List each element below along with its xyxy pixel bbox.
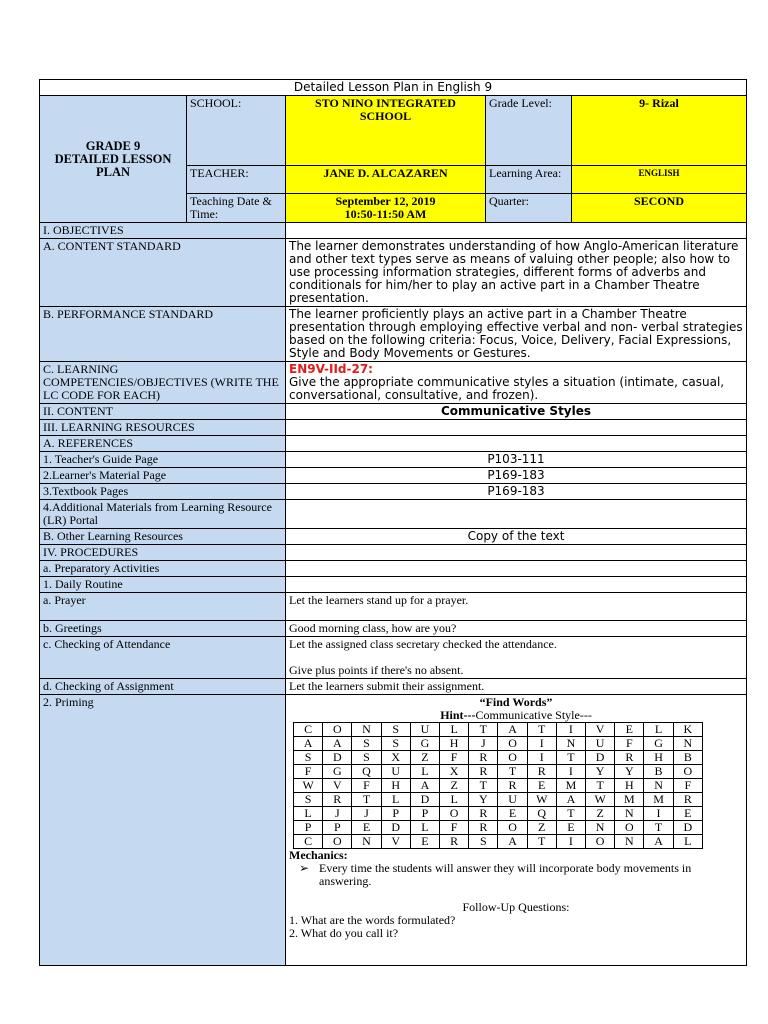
preparatory-value	[286, 561, 747, 577]
grid-letter: A	[644, 835, 673, 849]
grid-letter: P	[381, 807, 410, 821]
grid-letter: O	[498, 737, 527, 751]
grid-letter: J	[323, 807, 352, 821]
grid-letter: F	[294, 765, 323, 779]
grid-letter: T	[498, 765, 527, 779]
grid-letter: D	[323, 751, 352, 765]
grid-letter: F	[673, 779, 702, 793]
grid-letter: A	[323, 737, 352, 751]
learning-resources-value	[286, 420, 747, 436]
grid-letter: Z	[586, 807, 615, 821]
grid-letter: I	[556, 723, 585, 737]
grid-row	[294, 737, 703, 751]
grid-letter: B	[673, 751, 702, 765]
grid-letter: S	[352, 751, 381, 765]
grid-letter: A	[498, 835, 527, 849]
grid-letter: O	[615, 821, 644, 835]
grid-letter: T	[586, 779, 615, 793]
mechanics-bullet	[289, 862, 743, 888]
followup-heading: Follow-Up Questions:	[462, 900, 570, 914]
grid-letter: T	[527, 723, 556, 737]
grid-letter: O	[673, 765, 702, 779]
prayer-label: a. Prayer	[40, 593, 286, 621]
grade-level-label: Grade Level:	[486, 96, 572, 166]
grid-letter: G	[644, 737, 673, 751]
references-heading: A. REFERENCES	[40, 436, 286, 452]
assignment-label: d. Checking of Assignment	[40, 679, 286, 695]
grid-letter: Y	[586, 765, 615, 779]
grid-letter: I	[556, 765, 585, 779]
grid-letter: T	[556, 751, 585, 765]
word-search-grid	[293, 722, 703, 849]
grid-letter: N	[615, 807, 644, 821]
references-value	[286, 436, 747, 452]
grid-letter: G	[323, 765, 352, 779]
daily-routine-value	[286, 577, 747, 593]
performance-standard-label: B. PERFORMANCE STANDARD	[40, 307, 286, 362]
grid-letter: P	[410, 807, 439, 821]
grid-letter: U	[586, 737, 615, 751]
mechanics-text: Every time the students will answer they will incorporate body movements in answering.	[319, 861, 692, 888]
grid-row	[294, 807, 703, 821]
hint-line	[289, 709, 743, 722]
grid-letter: U	[498, 793, 527, 807]
content-standard-label: A. CONTENT STANDARD	[40, 239, 286, 307]
followup-question: 2. What do you call it?	[289, 926, 399, 940]
grid-letter: R	[323, 793, 352, 807]
grid-letter: D	[586, 751, 615, 765]
grid-letter: L	[410, 821, 439, 835]
grid-letter: T	[469, 723, 498, 737]
grid-letter: U	[410, 723, 439, 737]
grid-letter: Y	[469, 793, 498, 807]
daily-routine-heading: 1. Daily Routine	[40, 577, 286, 593]
grid-letter: L	[410, 765, 439, 779]
grid-letter: S	[381, 723, 410, 737]
grid-letter: F	[440, 821, 469, 835]
grid-letter: N	[556, 737, 585, 751]
grid-letter: R	[527, 765, 556, 779]
grid-letter: W	[586, 793, 615, 807]
competencies-label: C. LEARNING COMPETENCIES/OBJECTIVES (WRITE THE LC CODE FOR EACH)	[40, 362, 286, 404]
quarter-value: SECOND	[572, 194, 747, 223]
grid-letter: I	[527, 751, 556, 765]
grid-letter: B	[644, 765, 673, 779]
grid-letter: X	[440, 765, 469, 779]
grid-letter: U	[381, 765, 410, 779]
grid-letter: E	[673, 807, 702, 821]
textbook-value: P169-183	[286, 484, 747, 500]
grid-letter: R	[469, 807, 498, 821]
content-value: Communicative Styles	[286, 404, 747, 420]
grid-letter: L	[440, 793, 469, 807]
procedures-heading: IV. PROCEDURES	[40, 545, 286, 561]
grid-letter: E	[527, 779, 556, 793]
grid-letter: S	[294, 751, 323, 765]
grid-letter: Z	[410, 751, 439, 765]
teachers-guide-value: P103-111	[286, 452, 747, 468]
grid-letter: P	[294, 821, 323, 835]
competency-code: EN9V-IId-27:	[289, 362, 373, 376]
teacher-value: JANE D. ALCAZAREN	[286, 166, 486, 194]
grid-letter: I	[644, 807, 673, 821]
grid-letter: Z	[527, 821, 556, 835]
date-value: September 12, 2019 10:50-11:50 AM	[286, 194, 486, 223]
grid-letter: R	[440, 835, 469, 849]
grid-letter: O	[440, 807, 469, 821]
grid-letter: E	[556, 821, 585, 835]
grid-letter: D	[381, 821, 410, 835]
grid-letter: N	[673, 737, 702, 751]
grid-letter: M	[615, 793, 644, 807]
grid-letter: H	[644, 751, 673, 765]
grid-letter: A	[498, 723, 527, 737]
hint-text: Communicative Style---	[475, 708, 592, 722]
learning-area-label: Learning Area:	[486, 166, 572, 194]
lesson-plan-table	[39, 79, 747, 966]
grid-letter: S	[381, 737, 410, 751]
grid-letter: L	[644, 723, 673, 737]
learners-material-label: 2.Learner's Material Page	[40, 468, 286, 484]
greetings-value: Good morning class, how are you?	[286, 621, 747, 637]
textbook-label: 3.Textbook Pages	[40, 484, 286, 500]
grid-row	[294, 751, 703, 765]
grid-letter: G	[410, 737, 439, 751]
attendance-cell	[286, 637, 747, 679]
grid-letter: R	[469, 765, 498, 779]
school-label: SCHOOL:	[187, 96, 286, 166]
grid-letter: R	[615, 751, 644, 765]
grid-letter: I	[556, 835, 585, 849]
grid-letter: E	[615, 723, 644, 737]
preparatory-heading: a. Preparatory Activities	[40, 561, 286, 577]
objectives-heading: I. OBJECTIVES	[40, 223, 286, 239]
grid-letter: E	[498, 807, 527, 821]
grid-row	[294, 793, 703, 807]
grid-letter: T	[352, 793, 381, 807]
grid-letter: L	[381, 793, 410, 807]
grid-row	[294, 821, 703, 835]
grid-letter: Y	[615, 765, 644, 779]
additional-materials-value	[286, 500, 747, 529]
grid-letter: F	[352, 779, 381, 793]
grid-letter: R	[498, 779, 527, 793]
grid-letter: E	[352, 821, 381, 835]
grid-letter: O	[323, 835, 352, 849]
grid-letter: R	[469, 751, 498, 765]
grid-letter: N	[586, 821, 615, 835]
grid-letter: R	[673, 793, 702, 807]
grid-row	[294, 779, 703, 793]
grid-letter: Z	[440, 779, 469, 793]
grid-letter: W	[294, 779, 323, 793]
priming-label: 2. Priming	[40, 695, 286, 966]
grid-letter: L	[673, 835, 702, 849]
grade-level-value: 9- Rizal	[572, 96, 747, 166]
grid-letter: T	[644, 821, 673, 835]
teacher-label: TEACHER:	[187, 166, 286, 194]
grid-letter: W	[527, 793, 556, 807]
grid-letter: N	[615, 835, 644, 849]
objectives-value	[286, 223, 747, 239]
greetings-label: b. Greetings	[40, 621, 286, 637]
grid-letter: K	[673, 723, 702, 737]
additional-materials-label: 4.Additional Materials from Learning Resource (LR) Portal	[40, 500, 286, 529]
grid-letter: F	[440, 751, 469, 765]
learners-material-value: P169-183	[286, 468, 747, 484]
grid-letter: T	[527, 835, 556, 849]
arrow-bullet-icon: ➢	[299, 861, 310, 875]
grid-letter: D	[673, 821, 702, 835]
find-words-heading: “Find Words”	[479, 695, 553, 709]
grid-letter: H	[381, 779, 410, 793]
document-title: Detailed Lesson Plan in English 9	[40, 80, 747, 96]
attendance-label: c. Checking of Attendance	[40, 637, 286, 679]
grid-letter: V	[586, 723, 615, 737]
grid-letter: L	[294, 807, 323, 821]
grid-letter: S	[469, 835, 498, 849]
grid-row	[294, 723, 703, 737]
grid-letter: F	[615, 737, 644, 751]
grid-row	[294, 765, 703, 779]
procedures-value	[286, 545, 747, 561]
grid-row	[294, 835, 703, 849]
attendance-note: Give plus points if there's no absent.	[289, 663, 464, 677]
grid-letter: O	[323, 723, 352, 737]
grid-letter: E	[410, 835, 439, 849]
grid-letter: C	[294, 723, 323, 737]
mechanics-label: Mechanics:	[289, 848, 348, 862]
date-label: Teaching Date & Time:	[187, 194, 286, 223]
grid-letter: D	[410, 793, 439, 807]
other-resources-label: B. Other Learning Resources	[40, 529, 286, 545]
other-resources-value: Copy of the text	[286, 529, 747, 545]
grid-letter: S	[352, 737, 381, 751]
grid-letter: S	[294, 793, 323, 807]
content-label: II. CONTENT	[40, 404, 286, 420]
learning-resources-heading: III. LEARNING RESOURCES	[40, 420, 286, 436]
grid-letter: X	[381, 751, 410, 765]
grid-letter: C	[294, 835, 323, 849]
grid-letter: R	[469, 821, 498, 835]
competencies-cell	[286, 362, 747, 404]
content-standard-value: The learner demonstrates understanding of how Anglo-American literature and other text types serve as means of valuing other people; also how to use processing information strategies, different forms of adverbs and conditionals for him/her to play an active part in a Chamber Theatre presentation.	[286, 239, 747, 307]
grid-letter: H	[440, 737, 469, 751]
assignment-value: Let the learners submit their assignment.	[286, 679, 747, 695]
grid-letter: N	[644, 779, 673, 793]
grid-letter: O	[586, 835, 615, 849]
grid-letter: N	[352, 723, 381, 737]
competency-text: Give the appropriate communicative styles a situation (intimate, casual, conversational, consultative, and frozen).	[289, 375, 725, 402]
priming-cell	[286, 695, 747, 966]
grid-letter: I	[527, 737, 556, 751]
grid-letter: N	[352, 835, 381, 849]
grid-letter: Q	[527, 807, 556, 821]
grid-letter: M	[644, 793, 673, 807]
grid-letter: M	[556, 779, 585, 793]
grid-letter: L	[440, 723, 469, 737]
quarter-label: Quarter:	[486, 194, 572, 223]
followup-question: 1. What are the words formulated?	[289, 913, 456, 927]
prayer-value: Let the learners stand up for a prayer.	[286, 593, 747, 621]
grid-letter: Q	[352, 765, 381, 779]
grid-letter: P	[323, 821, 352, 835]
teachers-guide-label: 1. Teacher's Guide Page	[40, 452, 286, 468]
grid-letter: A	[294, 737, 323, 751]
grade-label: GRADE 9 DETAILED LESSON PLAN	[40, 96, 187, 223]
hint-label: Hint---	[440, 708, 476, 722]
school-value: STO NINO INTEGRATED SCHOOL	[286, 96, 486, 166]
grid-letter: T	[556, 807, 585, 821]
learning-area-value: ENGLISH	[572, 166, 747, 194]
grid-letter: O	[498, 821, 527, 835]
grid-letter: V	[381, 835, 410, 849]
grid-letter: H	[615, 779, 644, 793]
grid-letter: V	[323, 779, 352, 793]
performance-standard-value: The learner proficiently plays an active part in a Chamber Theatre presentation through employing effective verbal and non- verbal strategies based on the following criteria: Focus, Voice, Delivery, Facial Expressions, Style and Body Movements or Gestures.	[286, 307, 747, 362]
attendance-value: Let the assigned class secretary checked the attendance.	[289, 637, 557, 651]
grid-letter: T	[469, 779, 498, 793]
grid-letter: A	[556, 793, 585, 807]
grid-letter: A	[410, 779, 439, 793]
grid-letter: J	[352, 807, 381, 821]
grid-letter: O	[498, 751, 527, 765]
grid-letter: J	[469, 737, 498, 751]
